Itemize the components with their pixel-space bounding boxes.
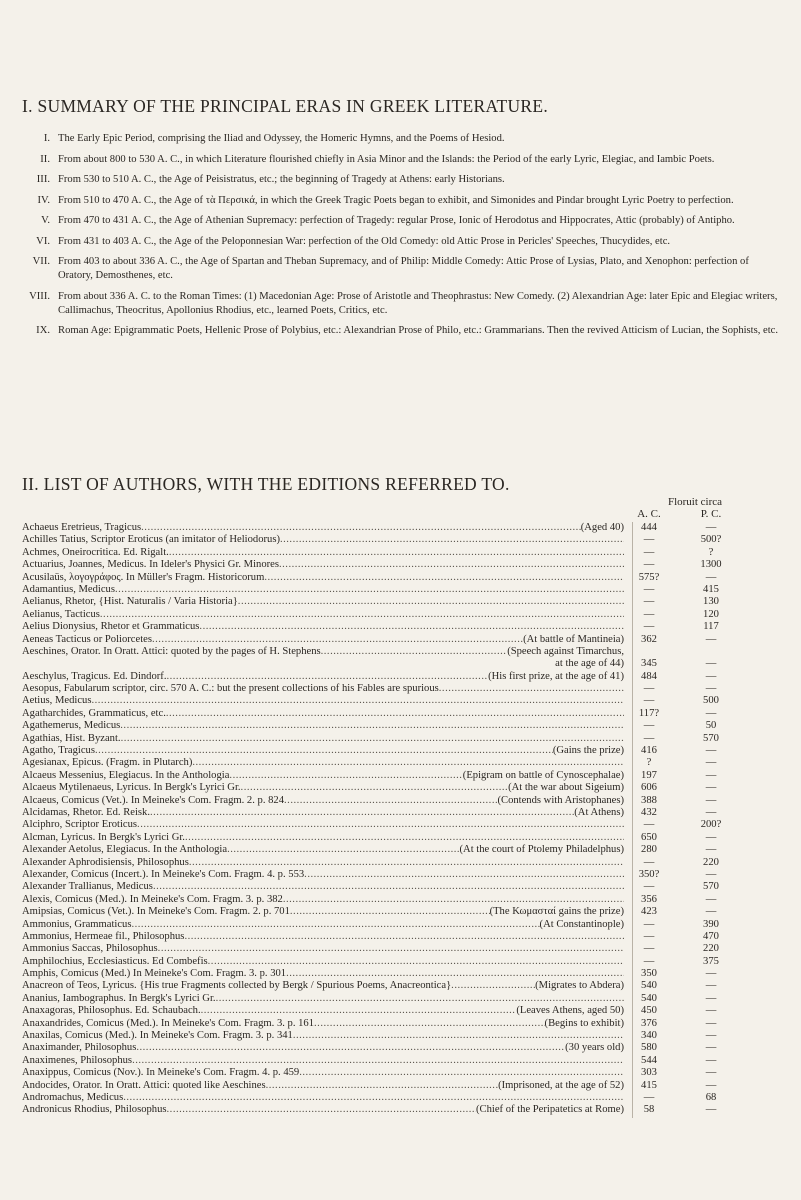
author-note: at the age of 44) xyxy=(555,658,624,670)
floruit-pc: — xyxy=(705,806,717,818)
floruit-pc: — xyxy=(705,1005,717,1017)
floruit-pc: ? xyxy=(708,546,714,558)
dot-leader xyxy=(192,757,624,769)
era-item xyxy=(22,324,780,338)
era-text: From 431 to 403 A. C., the Age of the Peloponnesian War: perfection of the Old Comedy: old Attic Prose in Pericles' Speeches, Thucydides, etc. xyxy=(58,235,671,247)
pc-column-heading: P. C. xyxy=(700,508,722,520)
author-name: Adamantius, Medicus xyxy=(22,583,115,595)
floruit-pc: — xyxy=(705,980,717,992)
floruit-ac: 388 xyxy=(641,794,657,806)
floruit-ac: 416 xyxy=(641,745,657,757)
author-row xyxy=(0,782,801,794)
floruit-ac: — xyxy=(643,943,655,955)
floruit-ac: 350? xyxy=(638,868,660,880)
floruit-pc: 500? xyxy=(700,534,722,546)
era-item xyxy=(22,214,780,228)
author-name: Anaxandrides, Comicus (Med.). In Meineke's Com. Fragm. 3. p. 161 xyxy=(22,1017,315,1029)
floruit-ac: 356 xyxy=(641,893,657,905)
dot-leader xyxy=(290,906,490,918)
floruit-pc: 117 xyxy=(703,621,719,633)
author-name: Alcaeus, Comicus (Vet.). In Meineke's Com. Fragm. 2. p. 824 xyxy=(22,794,285,806)
author-note: (His first prize, at the age of 41) xyxy=(488,670,624,682)
era-text: From about 336 A. C. to the Roman Times: (1) Macedonian Age: Prose of Aristotle and Theophrastus: New Comedy. (2) Alexandrian Age: later Epic and Elegiac writers, Callimachus, Theocritus, Apollonius Rhodius, etc., learned Poets, Critics, etc. xyxy=(58,290,778,316)
author-note: (Gains the prize) xyxy=(552,745,624,757)
floruit-pc: — xyxy=(705,1030,717,1042)
author-row xyxy=(0,534,801,546)
author-name: Andocides, Orator. In Oratt. Attici: quoted like Aeschines xyxy=(22,1079,266,1091)
floruit-pc: — xyxy=(705,868,717,880)
author-name: Anaxilas, Comicus (Med.). In Meineke's Com. Fragm. 3. p. 341 xyxy=(22,1030,293,1042)
author-name: Aelius Dionysius, Rhetor et Grammaticus xyxy=(22,621,200,633)
floruit-ac: — xyxy=(643,856,655,868)
author-row xyxy=(0,968,801,980)
author-list xyxy=(0,522,801,1117)
author-row xyxy=(0,584,801,596)
dot-leader xyxy=(95,745,553,757)
era-item xyxy=(22,153,780,167)
era-number: VI. xyxy=(36,235,50,247)
author-row xyxy=(0,931,801,943)
era-item xyxy=(22,132,780,146)
floruit-ac: 376 xyxy=(641,1017,657,1029)
author-row xyxy=(0,795,801,807)
author-row xyxy=(0,819,801,831)
author-name: Ammonius, Hermeae fil., Philosophus xyxy=(22,930,185,942)
author-row xyxy=(0,658,801,670)
floruit-ac: — xyxy=(643,695,655,707)
dot-leader xyxy=(189,857,624,869)
era-number: II. xyxy=(40,153,50,165)
author-note: (At the war about Sigeium) xyxy=(508,782,624,794)
author-name: Anaxippus, Comicus (Nov.). In Meineke's Com. Fragm. 4. p. 459 xyxy=(22,1067,300,1079)
dot-leader xyxy=(153,881,624,893)
floruit-ac: 58 xyxy=(643,1104,655,1116)
author-row xyxy=(0,980,801,992)
floruit-ac: — xyxy=(643,1091,655,1103)
author-row xyxy=(0,671,801,683)
floruit-pc: — xyxy=(705,707,717,719)
dot-leader xyxy=(264,572,624,584)
author-name: Achilles Tatius, Scriptor Eroticus (an imitator of Heliodorus) xyxy=(22,534,280,546)
dot-leader xyxy=(199,621,624,633)
author-row xyxy=(0,547,801,559)
era-item xyxy=(22,173,780,187)
dot-leader xyxy=(132,1055,624,1067)
author-row xyxy=(0,621,801,633)
floruit-ac: 362 xyxy=(641,633,657,645)
dot-leader xyxy=(152,634,523,646)
author-name: Amphilochius, Ecclesiasticus. Ed Combefis xyxy=(22,955,208,967)
author-row xyxy=(0,1018,801,1030)
author-row xyxy=(0,1030,801,1042)
dot-leader xyxy=(229,770,462,782)
author-row xyxy=(0,683,801,695)
author-name: Alcaeus Mytilenaeus, Lyricus. In Bergk's Lyrici Gr. xyxy=(22,782,241,794)
author-row xyxy=(0,807,801,819)
floruit-pc: — xyxy=(705,794,717,806)
floruit-ac: 450 xyxy=(641,1005,657,1017)
floruit-pc: — xyxy=(705,968,717,980)
author-row xyxy=(0,720,801,732)
author-name xyxy=(22,658,555,670)
author-name: Actuarius, Joannes, Medicus. In Ideler's Physici Gr. Minores xyxy=(22,559,279,571)
floruit-ac: — xyxy=(643,546,655,558)
floruit-ac: 432 xyxy=(641,806,657,818)
floruit-pc: 415 xyxy=(703,583,719,595)
floruit-pc: — xyxy=(705,571,717,583)
author-name: Alexis, Comicus (Med.). In Meineke's Com. Fragm. 3. p. 382 xyxy=(22,893,283,905)
section-1-heading: I. SUMMARY OF THE PRINCIPAL ERAS IN GREEK LITERATURE. xyxy=(22,96,549,116)
author-name: Anaximenes, Philosophus xyxy=(22,1054,133,1066)
dot-leader xyxy=(166,671,488,683)
floruit-ac: 280 xyxy=(641,844,657,856)
dot-leader xyxy=(314,1018,545,1030)
author-row xyxy=(0,596,801,608)
floruit-ac: — xyxy=(643,559,655,571)
author-row xyxy=(0,919,801,931)
author-name: Aetius, Medicus xyxy=(22,695,92,707)
dot-leader xyxy=(166,708,624,720)
dot-leader xyxy=(137,819,624,831)
author-note: (At the court of Ptolemy Philadelphus) xyxy=(459,844,624,856)
floruit-pc: 570 xyxy=(703,881,719,893)
author-row xyxy=(0,757,801,769)
author-row xyxy=(0,1042,801,1054)
author-name: Alexander Aetolus, Elegiacus. In the Anthologia xyxy=(22,844,228,856)
dot-leader xyxy=(131,919,539,931)
dot-leader xyxy=(115,584,624,596)
floruit-pc: 570 xyxy=(703,732,719,744)
floruit-ac: 415 xyxy=(641,1079,657,1091)
author-row xyxy=(0,522,801,534)
floruit-pc: — xyxy=(705,757,717,769)
author-name: Alexander Aphrodisiensis, Philosophus xyxy=(22,856,189,868)
floruit-pc: — xyxy=(705,1042,717,1054)
author-name: Agatharchides, Grammaticus, etc. xyxy=(22,707,166,719)
floruit-ac: — xyxy=(643,596,655,608)
dot-leader xyxy=(120,720,624,732)
floruit-ac: 350 xyxy=(641,968,657,980)
floruit-pc: — xyxy=(705,1079,717,1091)
floruit-ac: — xyxy=(643,621,655,633)
floruit-ac: — xyxy=(643,534,655,546)
author-name: Ananius, Iambographus. In Bergk's Lyrici Gr. xyxy=(22,992,216,1004)
dot-leader xyxy=(266,1080,498,1092)
era-number: I. xyxy=(43,133,50,144)
author-name: Acusilaüs, λογογράφος. In Müller's Fragm. Historicorum xyxy=(22,571,265,583)
author-name: Aesopus, Fabularum scriptor, circ. 570 A. C.: but the present collections of his Fables are spurious xyxy=(22,683,439,695)
author-name: Andromachus, Medicus xyxy=(22,1091,124,1103)
author-note: (At Constantinople) xyxy=(539,918,624,930)
author-note: (Begins to exhibit) xyxy=(544,1017,624,1029)
dot-leader xyxy=(238,596,624,608)
author-note: (30 years old) xyxy=(565,1042,624,1054)
floruit-pc: 375 xyxy=(703,955,719,967)
author-name: Aeschines, Orator. In Oratt. Attici: quoted by the pages of H. Stephens xyxy=(22,645,321,657)
author-name: Aelianus, Tacticus xyxy=(22,608,100,620)
era-text: From 403 to about 336 A. C., the Age of Spartan and Theban Supremacy, and of Philip: Middle Comedy: Attic Prose of Lysias, Plato, and Xenophon: perfection of Oratory, Demosthenes, etc. xyxy=(58,256,749,281)
author-row xyxy=(0,832,801,844)
floruit-pc: 390 xyxy=(703,918,719,930)
dot-leader xyxy=(167,1104,477,1116)
era-item xyxy=(22,194,780,208)
author-row xyxy=(0,733,801,745)
era-item xyxy=(22,235,780,249)
author-row xyxy=(0,1104,801,1116)
dot-leader xyxy=(123,1092,624,1104)
eras-list xyxy=(22,132,780,345)
floruit-pc: — xyxy=(705,782,717,794)
floruit-ac: ? xyxy=(646,757,652,769)
floruit-ac: — xyxy=(643,608,655,620)
floruit-pc: 220 xyxy=(703,943,719,955)
floruit-pc: — xyxy=(705,745,717,757)
author-row xyxy=(0,770,801,782)
floruit-ac: 484 xyxy=(641,670,657,682)
section-2-heading: II. LIST OF AUTHORS, WITH THE EDITIONS REFERRED TO. xyxy=(22,474,510,494)
author-note: (Migrates to Abdera) xyxy=(535,980,624,992)
author-note: (Aged 40) xyxy=(580,522,624,533)
dot-leader xyxy=(227,844,459,856)
floruit-ac: — xyxy=(643,683,655,695)
floruit-ac: 423 xyxy=(641,906,657,918)
dot-leader xyxy=(91,695,624,707)
era-number: VII. xyxy=(32,256,50,267)
dot-leader xyxy=(293,1030,624,1042)
dot-leader xyxy=(321,646,508,658)
floruit-ac: — xyxy=(643,819,655,831)
author-name: Alciphro, Scriptor Eroticus xyxy=(22,819,138,831)
author-name: Achaeus Eretrieus, Tragicus xyxy=(22,522,142,533)
dot-leader xyxy=(299,1067,624,1079)
dot-leader xyxy=(121,733,624,745)
author-name: Amipsias, Comicus (Vet.). In Meineke's Com. Fragm. 2. p. 701 xyxy=(22,906,290,918)
floruit-pc: — xyxy=(705,906,717,918)
floruit-pc: — xyxy=(705,844,717,856)
author-note: (Chief of the Peripatetics at Rome) xyxy=(476,1104,624,1116)
author-note: (At Athens) xyxy=(574,806,624,818)
floruit-pc: — xyxy=(705,683,717,695)
dot-leader xyxy=(201,1005,517,1017)
author-row xyxy=(0,1005,801,1017)
floruit-ac: 544 xyxy=(641,1054,657,1066)
author-name: Alexander, Comicus (Incert.). In Meineke's Com. Fragm. 4. p. 553 xyxy=(22,868,305,880)
author-note: (The Κωμασταί gains the prize) xyxy=(489,906,624,918)
dot-leader xyxy=(304,869,624,881)
dot-leader xyxy=(100,609,624,621)
author-name: Ammonius Saccas, Philosophus xyxy=(22,943,158,955)
floruit-ac: 197 xyxy=(641,769,657,781)
floruit-pc: 500 xyxy=(703,695,719,707)
era-text: Roman Age: Epigrammatic Poets, Hellenic Prose of Polybius, etc.: Alexandrian Prose of Philo, etc.: Grammarians. Then the revived Atticism of Lucian, the Sophists, etc. xyxy=(58,325,779,336)
author-name: Agathemerus, Medicus xyxy=(22,720,121,732)
era-text: From 510 to 470 A. C., the Age of τὰ Περσικά, in which the Greek Tragic Poets began to exhibit, and Simonides and Pindar brought Lyric Poetry to perfection. xyxy=(58,194,734,206)
author-row xyxy=(0,1080,801,1092)
author-row xyxy=(0,844,801,856)
author-row xyxy=(0,609,801,621)
era-item xyxy=(22,255,780,283)
ac-column-heading: A. C. xyxy=(637,508,661,520)
floruit-ac: 540 xyxy=(641,992,657,1004)
era-number: IV. xyxy=(37,194,50,206)
author-note: (Speech against Timarchus, xyxy=(507,645,624,657)
author-name: Ammonius, Grammaticus xyxy=(22,918,132,930)
floruit-pc: — xyxy=(705,1067,717,1079)
author-row xyxy=(0,869,801,881)
floruit-pc: — xyxy=(705,992,717,1004)
floruit-ac: 606 xyxy=(641,782,657,794)
dot-leader xyxy=(158,943,624,955)
floruit-ac: 540 xyxy=(641,980,657,992)
author-row xyxy=(0,745,801,757)
dot-leader xyxy=(169,547,624,559)
dot-leader xyxy=(184,931,624,943)
author-name: Alexander Trallianus, Medicus xyxy=(22,881,153,893)
floruit-pc: — xyxy=(705,893,717,905)
era-text: From about 800 to 530 A. C., in which Literature flourished chiefly in Asia Minor and the Islands: the Period of the early Lyric, Elegiac, and Iambic Poets. xyxy=(58,153,715,165)
floruit-ac: — xyxy=(643,930,655,942)
author-row xyxy=(0,634,801,646)
floruit-pc: — xyxy=(705,670,717,682)
floruit-ac: — xyxy=(643,720,655,732)
floruit-pc: — xyxy=(705,1054,717,1066)
dot-leader xyxy=(150,807,574,819)
author-row xyxy=(0,857,801,869)
floruit-pc: — xyxy=(705,633,717,645)
era-number: III. xyxy=(36,174,50,185)
author-note: (Leaves Athens, aged 50) xyxy=(516,1005,624,1017)
floruit-ac: 444 xyxy=(641,522,657,533)
author-name: Agatho, Tragicus xyxy=(22,745,95,757)
floruit-pc: — xyxy=(705,1104,717,1116)
author-name: Anaxagoras, Philosophus. Ed. Schaubach. xyxy=(22,1005,201,1017)
author-name: Agesianax, Epicus. (Fragm. in Plutarch) xyxy=(22,757,193,769)
dot-leader xyxy=(279,559,624,571)
author-note: (Imprisoned, at the age of 52) xyxy=(498,1079,624,1091)
floruit-ac: 650 xyxy=(641,831,657,843)
era-number: V. xyxy=(41,215,50,226)
author-name: Anacreon of Teos, Lyricus. {His true Fragments collected by Bergk / Spurious Poems, Anacreontica} xyxy=(22,980,452,992)
author-row xyxy=(0,646,801,658)
floruit-ac: 340 xyxy=(641,1030,657,1042)
author-name: Alcaeus Messenius, Elegiacus. In the Anthologia xyxy=(22,769,230,781)
dot-leader xyxy=(284,795,497,807)
floruit-pc: — xyxy=(705,658,717,670)
author-row xyxy=(0,1092,801,1104)
author-name: Agathias, Hist. Byzant. xyxy=(22,732,121,744)
floruit-pc: 68 xyxy=(705,1091,717,1103)
floruit-pc: 470 xyxy=(703,930,719,942)
author-name: Aeschylus, Tragicus. Ed. Dindorf. xyxy=(22,670,167,682)
author-row xyxy=(0,993,801,1005)
author-name: Anaximander, Philosophus xyxy=(22,1042,137,1054)
floruit-ac: 303 xyxy=(641,1067,657,1079)
author-note: (At battle of Mantineia) xyxy=(523,633,624,645)
author-row xyxy=(0,943,801,955)
floruit-pc: 220 xyxy=(703,856,719,868)
author-row xyxy=(0,906,801,918)
author-note: (Contends with Aristophanes) xyxy=(497,794,624,806)
author-row xyxy=(0,956,801,968)
author-name: Aelianus, Rhetor, {Hist. Naturalis / Varia Historia} xyxy=(22,596,238,608)
floruit-heading: Floruit circa xyxy=(667,496,723,508)
dot-leader xyxy=(439,683,624,695)
era-number: VIII. xyxy=(29,290,50,302)
era-number: IX. xyxy=(36,325,50,336)
dot-leader xyxy=(208,956,624,968)
floruit-ac: — xyxy=(643,881,655,893)
era-text: From 470 to 431 A. C., the Age of Athenian Supremacy: perfection of Tragedy: regular Prose, Ionic of Herodotus and Hippocrates, Attic (probably) of Antipho. xyxy=(58,215,735,226)
dot-leader xyxy=(141,522,581,534)
floruit-ac: — xyxy=(643,583,655,595)
author-name: Amphis, Comicus (Med.) In Meineke's Com. Fragm. 3. p. 301 xyxy=(22,968,287,980)
author-name: Achmes, Oneirocritica. Ed. Rigalt. xyxy=(22,546,169,558)
author-note: (Epigram on battle of Cynoscephalae) xyxy=(462,769,624,781)
author-row xyxy=(0,1067,801,1079)
floruit-pc: 120 xyxy=(703,608,719,620)
dot-leader xyxy=(283,894,624,906)
era-text: The Early Epic Period, comprising the Iliad and Odyssey, the Homeric Hymns, and the Poems of Hesiod. xyxy=(58,133,505,144)
author-row xyxy=(0,894,801,906)
author-row xyxy=(0,881,801,893)
floruit-pc: 50 xyxy=(705,720,717,732)
floruit-pc: — xyxy=(705,522,717,533)
dot-leader xyxy=(216,993,624,1005)
era-text: From 530 to 510 A. C., the Age of Peisistratus, etc.; the beginning of Tragedy at Athens: early Historians. xyxy=(58,174,505,185)
dot-leader xyxy=(136,1042,565,1054)
dot-leader xyxy=(286,968,624,980)
author-row xyxy=(0,559,801,571)
author-row xyxy=(0,708,801,720)
floruit-ac: 575? xyxy=(638,571,660,583)
floruit-ac: 345 xyxy=(641,658,657,670)
author-row xyxy=(0,695,801,707)
dot-leader xyxy=(280,534,624,546)
author-name: Aeneas Tacticus or Poliorcetes xyxy=(22,633,152,645)
floruit-ac: — xyxy=(643,918,655,930)
author-name: Alcman, Lyricus. In Bergk's Lyrici Gr. xyxy=(22,831,185,843)
floruit-ac: — xyxy=(643,955,655,967)
floruit-pc: 130 xyxy=(703,596,719,608)
floruit-ac: — xyxy=(643,732,655,744)
dot-leader xyxy=(185,832,624,844)
author-row xyxy=(0,572,801,584)
floruit-ac: 117? xyxy=(638,707,660,719)
author-name: Alcidamas, Rhetor. Ed. Reisk. xyxy=(22,806,150,818)
floruit-pc: — xyxy=(705,769,717,781)
floruit-pc: — xyxy=(705,1017,717,1029)
dot-leader xyxy=(241,782,509,794)
floruit-pc: 200? xyxy=(700,819,722,831)
floruit-pc: — xyxy=(705,831,717,843)
floruit-ac: 580 xyxy=(641,1042,657,1054)
floruit-pc: 1300 xyxy=(700,559,722,571)
dot-leader xyxy=(451,980,535,992)
author-name: Andronicus Rhodius, Philosophus xyxy=(22,1104,167,1116)
era-item xyxy=(22,290,780,318)
author-row xyxy=(0,1055,801,1067)
